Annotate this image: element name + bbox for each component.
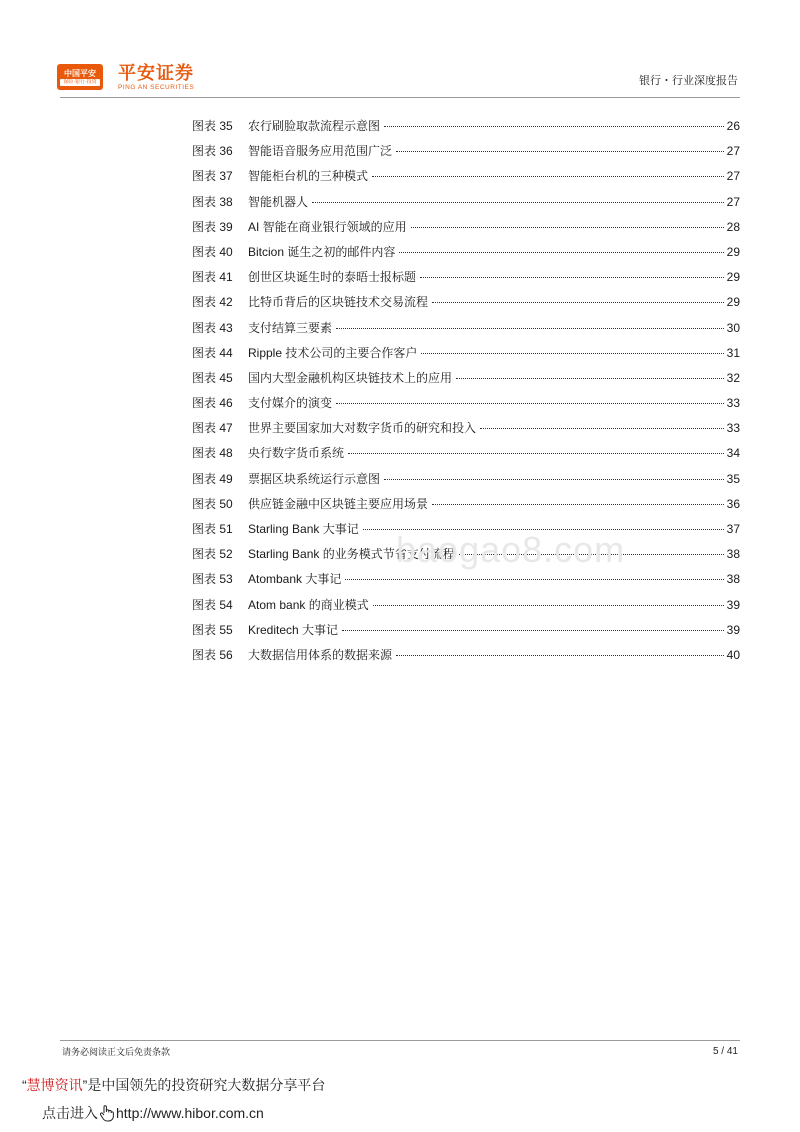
toc-figure-label: 图表 55: [192, 622, 233, 637]
toc-figure-title: Atom bank 的商业模式: [248, 597, 369, 612]
toc-page-number: 38: [726, 572, 740, 587]
toc-page-number: 40: [726, 647, 740, 662]
promo-link-line[interactable]: [42, 1104, 264, 1122]
toc-entry[interactable]: [192, 492, 740, 517]
pointing-hand-icon: [99, 1104, 115, 1122]
toc-entry[interactable]: [192, 593, 740, 618]
toc-page-number: 37: [726, 522, 740, 536]
toc-leader-dots: [372, 162, 724, 177]
toc-figure-title: AI 智能在商业银行领域的应用: [248, 219, 407, 234]
toc-page-number: 32: [726, 370, 740, 385]
click-text: 点击进入: [42, 1105, 98, 1121]
toc-page-number: 36: [726, 496, 740, 511]
toc-page-number: 34: [726, 446, 740, 461]
toc-figure-label: 图表 35: [192, 119, 233, 133]
toc-figure-title: 比特币背后的区块链技术交易流程: [248, 295, 429, 310]
toc-page-number: 39: [726, 622, 740, 637]
toc-entry[interactable]: [192, 341, 740, 366]
toc-entry[interactable]: [192, 164, 740, 189]
toc-figure-title: 央行数字货币系统: [248, 446, 345, 461]
disclaimer-note: 请务必阅读正文后免责条款: [62, 1047, 171, 1057]
toc-figure-label: 图表 40: [192, 244, 233, 259]
toc-leader-dots: [432, 288, 724, 303]
toc-figure-label: 图表 52: [192, 547, 233, 562]
toc-figure-label: 图表 47: [192, 421, 233, 436]
toc-figure-label: 图表 38: [192, 194, 233, 209]
toc-figure-label: 图表 53: [192, 572, 233, 587]
toc-page-number: 27: [726, 169, 740, 184]
toc-page-number: 39: [726, 597, 740, 612]
toc-leader-dots: [421, 339, 724, 354]
toc-figure-label: 图表 39: [192, 219, 233, 234]
toc-figure-title: 票据区块系统运行示意图: [248, 471, 381, 486]
toc-figure-title: 支付结算三要素: [248, 320, 333, 335]
toc-page-number: 30: [726, 320, 740, 335]
toc-entry[interactable]: [192, 215, 740, 240]
toc-page-number: 28: [726, 219, 740, 234]
figure-toc-list: [192, 114, 740, 668]
toc-figure-title: 支付媒介的演变: [248, 396, 333, 411]
toc-figure-label: 图表 51: [192, 522, 233, 536]
toc-leader-dots: [456, 364, 724, 379]
toc-entry[interactable]: [192, 290, 740, 315]
toc-page-number: 29: [726, 295, 740, 310]
toc-entry[interactable]: [192, 190, 740, 215]
toc-entry[interactable]: [192, 567, 740, 592]
toc-leader-dots: [336, 314, 724, 329]
promo-brand: 慧博资讯: [26, 1077, 83, 1093]
toc-figure-title: 农行刷脸取款流程示意图: [248, 119, 381, 133]
toc-page-number: 33: [726, 396, 740, 411]
logo-line2: 保险·银行·投资: [60, 79, 99, 86]
toc-figure-title: Bitcion 诞生之初的邮件内容: [248, 244, 396, 259]
toc-figure-label: 图表 45: [192, 370, 233, 385]
toc-entry[interactable]: [192, 391, 740, 416]
toc-entry[interactable]: [192, 139, 740, 164]
toc-figure-label: 图表 36: [192, 144, 233, 159]
toc-entry[interactable]: [192, 114, 740, 139]
toc-figure-label: 图表 37: [192, 169, 233, 184]
toc-leader-dots: [396, 641, 724, 656]
toc-leader-dots: [363, 515, 724, 530]
toc-page-number: 26: [726, 119, 740, 133]
toc-figure-label: 图表 49: [192, 471, 233, 486]
toc-figure-label: 图表 54: [192, 597, 233, 612]
pingan-logo: [57, 64, 103, 90]
toc-figure-label: 图表 50: [192, 496, 233, 511]
toc-entry[interactable]: [192, 517, 740, 542]
toc-page-number: 38: [726, 547, 740, 562]
toc-leader-dots: [373, 591, 724, 606]
footer-divider: [60, 1040, 740, 1041]
toc-figure-title: Kreditech 大事记: [248, 622, 339, 637]
toc-entry[interactable]: [192, 542, 740, 567]
toc-figure-title: 智能柜台机的三种模式: [248, 169, 369, 184]
toc-figure-label: 图表 46: [192, 396, 233, 411]
toc-leader-dots: [384, 112, 724, 127]
toc-leader-dots: [342, 616, 724, 631]
toc-leader-dots: [396, 137, 724, 152]
toc-figure-label: 图表 41: [192, 270, 233, 285]
toc-page-number: 29: [726, 244, 740, 259]
promo-slogan: [22, 1076, 325, 1094]
toc-leader-dots: [312, 188, 724, 203]
toc-page-number: 29: [726, 270, 740, 285]
quote-open: “: [22, 1077, 27, 1093]
toc-figure-label: 图表 48: [192, 446, 233, 461]
brand-name-cn: 平安证券: [118, 63, 194, 83]
quote-close: ”: [82, 1077, 88, 1093]
toc-entry[interactable]: [192, 467, 740, 492]
toc-leader-dots: [432, 490, 724, 505]
toc-figure-label: 图表 43: [192, 320, 233, 335]
toc-entry[interactable]: [192, 618, 740, 643]
page-number: 5 / 41: [712, 1046, 738, 1057]
toc-figure-title: Atombank 大事记: [248, 572, 342, 587]
toc-leader-dots: [348, 439, 724, 454]
toc-figure-title: 国内大型金融机构区块链技术上的应用: [248, 370, 453, 385]
toc-figure-title: 世界主要国家加大对数字货币的研究和投入: [248, 421, 477, 436]
toc-entry[interactable]: [192, 265, 740, 290]
toc-page-number: 27: [726, 194, 740, 209]
toc-page-number: 35: [726, 471, 740, 486]
toc-leader-dots: [384, 465, 724, 480]
toc-figure-title: 大数据信用体系的数据来源: [248, 647, 393, 662]
toc-figure-title: Ripple 技术公司的主要合作客户: [248, 345, 418, 360]
report-section: 银行・行业深度报告: [639, 75, 738, 87]
toc-leader-dots: [399, 238, 724, 253]
toc-entry[interactable]: [192, 366, 740, 391]
toc-leader-dots: [336, 389, 724, 404]
toc-leader-dots: [345, 565, 724, 580]
toc-leader-dots: [459, 540, 724, 555]
toc-figure-title: Starling Bank 大事记: [248, 522, 359, 536]
toc-leader-dots: [420, 263, 724, 278]
toc-entry[interactable]: [192, 416, 740, 441]
toc-figure-label: 图表 42: [192, 295, 233, 310]
toc-figure-label: 图表 56: [192, 647, 233, 662]
hibor-link[interactable]: http://www.hibor.com.cn: [116, 1105, 264, 1121]
toc-leader-dots: [480, 414, 724, 429]
toc-page-number: 33: [726, 421, 740, 436]
header-divider: [60, 97, 740, 98]
watermark: baogao8.com: [396, 529, 626, 570]
page-header: [0, 0, 800, 100]
toc-leader-dots: [411, 213, 724, 228]
toc-page-number: 27: [726, 144, 740, 159]
promo-slogan-text: 是中国领先的投资研究大数据分享平台: [87, 1077, 326, 1093]
logo-line1: 中国平安: [64, 68, 96, 78]
toc-entry[interactable]: [192, 316, 740, 341]
toc-entry[interactable]: [192, 240, 740, 265]
toc-entry[interactable]: [192, 643, 740, 668]
toc-figure-title: 智能机器人: [248, 194, 309, 209]
toc-figure-title: 创世区块诞生时的泰晤士报标题: [248, 270, 417, 285]
toc-figure-title: 智能语音服务应用范围广泛: [248, 144, 393, 159]
brand-name-en: PING AN SECURITIES: [118, 84, 195, 91]
toc-entry[interactable]: [192, 441, 740, 466]
toc-figure-label: 图表 44: [192, 345, 233, 360]
toc-page-number: 31: [726, 345, 740, 360]
toc-figure-title: Starling Bank 的业务模式节省支付流程: [248, 547, 455, 562]
toc-figure-title: 供应链金融中区块链主要应用场景: [248, 496, 429, 511]
